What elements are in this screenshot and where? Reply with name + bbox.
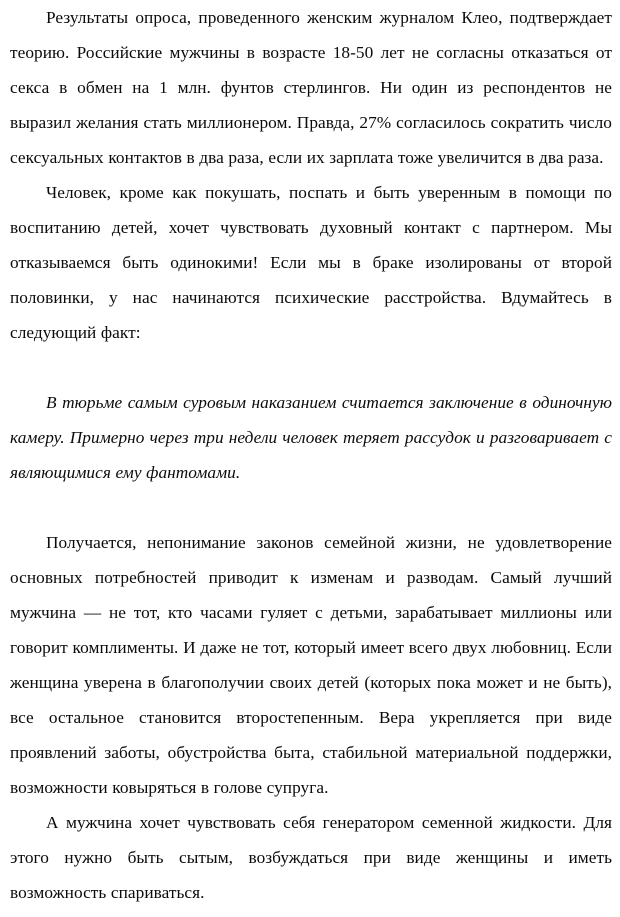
paragraph-human-needs: Человек, кроме как покушать, поспать и быть уверенным в помощи по воспитанию детей, хочет чувствовать духовный контакт с партнером. Мы отказываемся быть одинокими! Если мы в браке изолированы от второй половинки, у нас начинаются психические расстройства. Вдумайтесь в следующий факт: [10, 183, 612, 342]
paragraph-family-laws: Получается, непонимание законов семейной жизни, не удовлетворение основных потребностей приводит к изменам и разводам. Самый лучший мужчина — не тот, кто часами гуляет с детьми, зарабатывает миллионы или говорит комплименты. И даже не тот, который имеет всего двух любовниц. Если женщина уверена в благополучии своих детей (которых пока может и не быть), все остальное становится второстепенным. Вера укрепляется при виде проявлений заботы, обустройства быта, стабильной материальной поддержки, возможности ковыряться в голове супруга. [10, 533, 612, 797]
paragraph-survey-results: Результаты опроса, проведенного женским журналом Клео, подтверждает теорию. Российские мужчины в возрасте 18-50 лет не согласны отказаться от секса в обмен на 1 млн. фунтов стерлингов. Ни один из респондентов не выразил желания стать миллионером. Правда, 27% согласилось сократить число сексуальных контактов в два раза, если их зарплата тоже увеличится в два раза. [10, 8, 612, 167]
block-spacer-after-quote [10, 490, 612, 525]
paragraph-prison-quote: В тюрьме самым суровым наказанием считается заключение в одиночную камеру. Примерно через три недели человек теряет рассудок и разговаривает с являющимися ему фантомами. [10, 393, 612, 482]
paragraph-man-desires: А мужчина хочет чувствовать себя генератором семенной жидкости. Для этого нужно быть сытым, возбуждаться при виде женщины и иметь возможность спариваться. [10, 813, 612, 902]
block-spacer-before-quote [10, 350, 612, 385]
text-column [10, 0, 612, 910]
